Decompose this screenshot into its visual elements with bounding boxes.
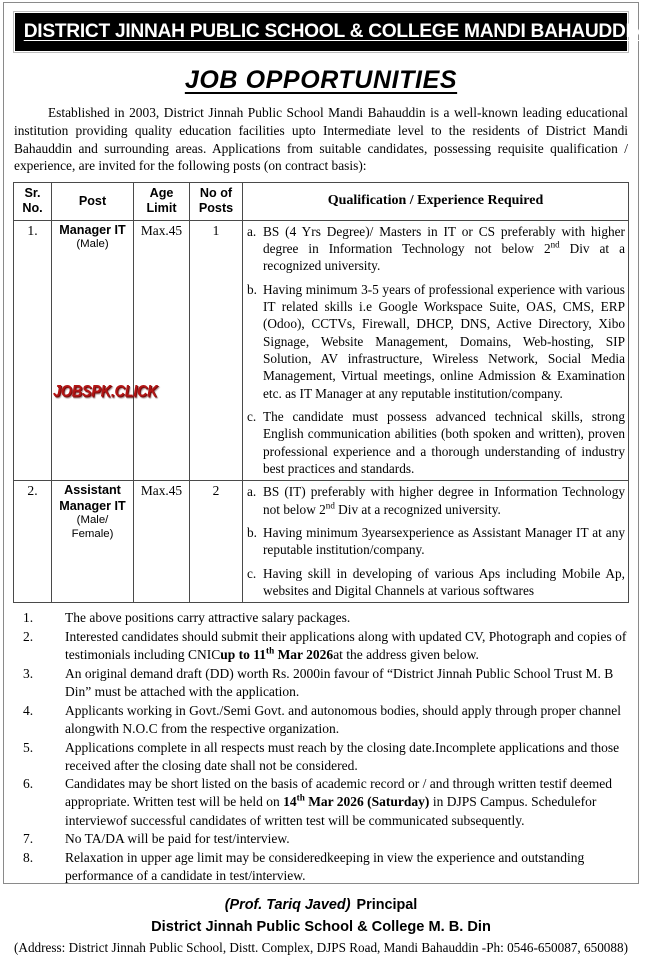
note-number: 3. — [23, 665, 34, 681]
qualification-marker: a. — [247, 223, 257, 239]
col-sr-line2: No. — [22, 201, 43, 216]
note-highlight: up to 11th Mar 2026 — [220, 645, 334, 663]
col-age-line2: Limit — [146, 201, 177, 216]
note-number: 2. — [23, 629, 34, 645]
page-title-block — [13, 66, 629, 95]
cell-no-of-posts: 2 — [190, 481, 243, 603]
note-number: 5. — [23, 739, 34, 755]
post-gender: (Male) — [76, 237, 109, 250]
note-number: 1. — [23, 610, 34, 626]
site-watermark: JOBSPK.CLICK — [53, 383, 158, 401]
note-number: 6. — [23, 776, 34, 792]
table-header-row — [14, 183, 629, 220]
col-sr-line1: Sr. — [24, 186, 41, 201]
qualification-item: c. The candidate must possess advanced technical skills, strong English communication abilities (both spoken and written), proven professional experience and a thorough understanding of industry best practices and standards. — [247, 408, 625, 476]
qualification-item: b. Having minimum 3-5 years of professional experience with various IT related skills i.e Google Workspace Suite, OAS, CMS, ERP (Odoo), CCTVs, Firewall, DHCP, DNS, Active Directory, Xibo Signage, Website Management, Domains, Web-hosting, SIP Solution, AV infrastructure, Wireless Network, Social Media Management, Virtual meetings, online Admission & Examination etc. as IT Manager at any reputable institution/company. — [247, 281, 625, 401]
cell-qualification — [243, 481, 629, 603]
intro-text: Established in 2003, District Jinnah Public School Mandi Bahauddin is a well-known leading educational institution providing quality education facilities upto Intermediate level to the residents of District Mandi Bahauddin and surrounding areas. Applications from suitable candidates, possessing requisite qualification / experience, are invited for the following posts (on contract basis): — [14, 105, 628, 174]
cell-age-limit: Max.45 — [134, 481, 190, 603]
qualification-item: a. BS (4 Yrs Degree)/ Masters in IT or CS preferably with higher degree in Information Technology not below 2nd Div at a recognized university. — [247, 223, 625, 274]
note-number: 8. — [23, 849, 34, 865]
col-header-qualification: Qualification / Experience Required — [243, 183, 629, 220]
table-row — [14, 220, 629, 481]
qualification-list — [246, 223, 625, 478]
col-header-no-of-posts — [190, 183, 243, 220]
cell-qualification — [243, 220, 629, 481]
ordinal-suffix: th — [266, 645, 275, 656]
signature-block — [13, 897, 629, 956]
note-highlight: 14th Mar 2026 (Saturday) — [283, 792, 430, 810]
signatory-designation: Principal — [356, 897, 418, 914]
cell-post — [52, 220, 134, 481]
page-title: JOB OPPORTUNITIES — [184, 66, 458, 94]
note-item: 8. Relaxation in upper age limit may be consideredkeeping in view the experience and outstanding performance of a candidate in test/interview. — [23, 849, 585, 884]
cell-age-limit: Max.45 — [134, 220, 190, 481]
col-header-age-limit — [134, 183, 190, 220]
note-number: 7. — [23, 831, 34, 847]
col-header-post: Post — [52, 183, 134, 220]
cell-no-of-posts: 1 — [190, 220, 243, 481]
cell-sr-no: 2. — [14, 481, 52, 603]
cell-post — [52, 481, 134, 603]
qualification-marker: a. — [247, 484, 257, 500]
qualification-marker: c. — [247, 408, 257, 424]
post-name: Manager IT — [59, 222, 126, 237]
note-item: 4. Applicants working in Govt./Semi Govt. and autonomous bodies, should apply through proper channel alongwith N.O.C from the respective organization. — [23, 702, 622, 736]
note-item: 2. Interested candidates should submit their applications along with updated CV, Photograph and copies of testimonials including CNICup to 11th Mar 2026at the address given below. — [23, 629, 627, 663]
signature-institution: District Jinnah Public School & College M. B. Din — [151, 919, 491, 936]
post-name: Assistant Manager IT — [59, 483, 126, 513]
qualification-marker: c. — [247, 565, 257, 581]
institution-title-bar — [13, 11, 645, 53]
qualification-marker: b. — [247, 525, 257, 541]
note-item: 1. The above positions carry attractive salary packages. — [13, 609, 629, 627]
signatory-name: (Prof. Tariq Javed) — [224, 897, 351, 914]
col-header-sr-no — [14, 183, 52, 220]
advertisement-page — [3, 2, 645, 956]
qualification-item: a. BS (IT) preferably with higher degree in Information Technology not below 2nd Div at a recognized university. — [247, 484, 625, 517]
col-posts-line1: No of — [199, 186, 233, 201]
ordinal-suffix: th — [296, 792, 305, 803]
signature-address: (Address: District Jinnah Public School, Distt. Complex, DJPS Road, Mandi Bahauddin -Ph: 0546-650087, 650088) — [14, 940, 628, 956]
note-number: 4. — [23, 702, 34, 718]
table-row — [14, 481, 629, 603]
note-item: 3. An original demand draft (DD) worth Rs. 2000in favour of “District Jinnah Public School Trust M. B Din” must be attached with the application. — [23, 665, 614, 700]
qualification-list — [246, 483, 625, 599]
qualification-item: c. Having skill in developing of various Aps including Mobile Ap, websites and Digital Channels at various softwares — [247, 565, 625, 599]
notes-list — [13, 609, 629, 885]
qualification-item: b. Having minimum 3yearsexperience as Assistant Manager IT at any reputable institution/company. — [247, 525, 625, 558]
qualification-marker: b. — [247, 281, 257, 297]
ordinal-suffix: nd — [550, 239, 560, 250]
cell-sr-no: 1. — [14, 220, 52, 481]
jobs-table — [13, 182, 629, 603]
note-item: 7. No TA/DA will be paid for test/interview. — [13, 830, 629, 848]
col-age-line1: Age — [149, 186, 174, 201]
col-posts-line2: Posts — [198, 201, 234, 216]
institution-title: DISTRICT JINNAH PUBLIC SCHOOL & COLLEGE MANDI BAHAUDDIN — [23, 20, 645, 42]
signatory-line — [13, 897, 629, 913]
post-gender: (Male/ Female) — [71, 514, 114, 540]
note-item: 6. Candidates may be short listed on the basis of academic record or / and through written testif deemed appropriate. Written test will be held on 14th Mar 2026 (Saturday) in DJPS Campus. Schedulefor interviewof successful candidates of written test will be communicated subsequently. — [23, 776, 612, 828]
intro-paragraph — [14, 104, 628, 175]
note-item: 5. Applications complete in all respects must reach by the closing date.Incomplete applications and those received after the closing date shall not be considered. — [23, 739, 620, 773]
ordinal-suffix: nd — [325, 500, 335, 511]
